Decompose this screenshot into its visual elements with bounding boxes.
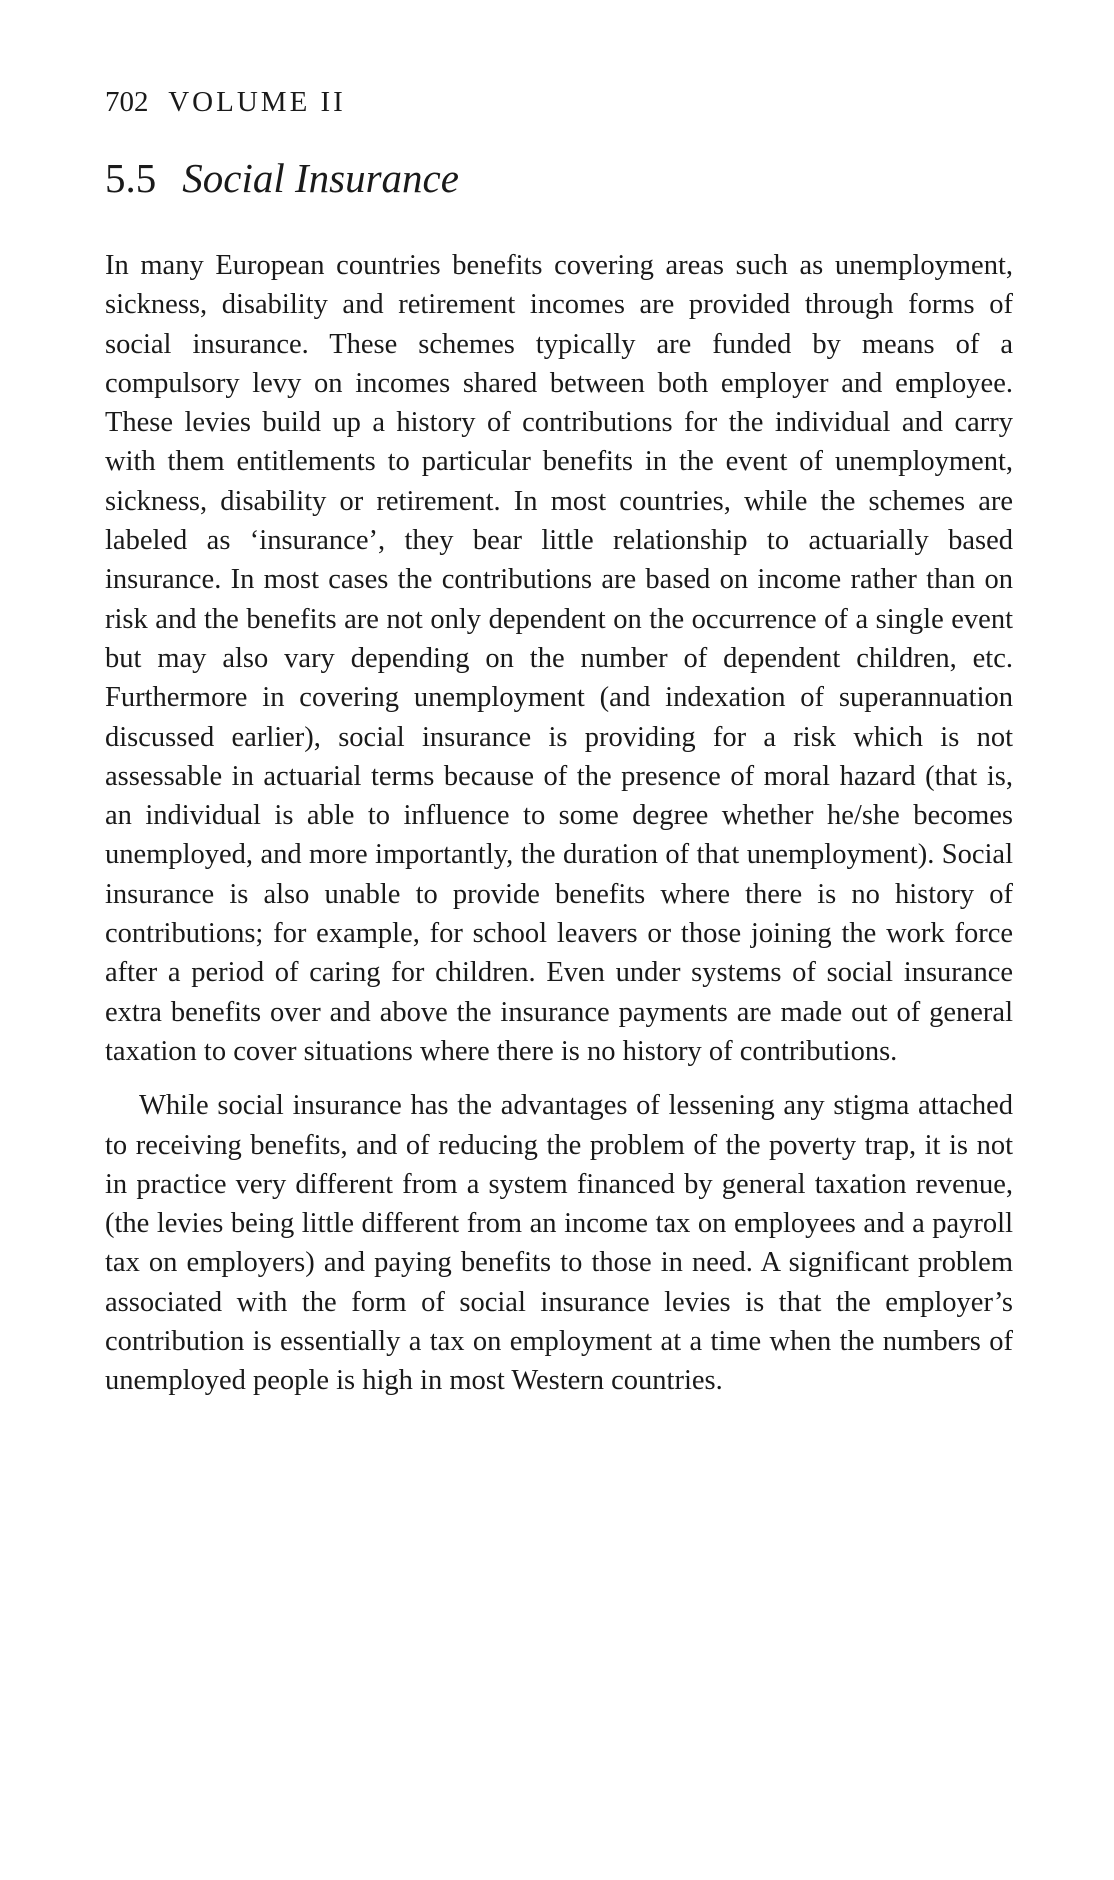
paragraph-2: While social insurance has the advantages of lessening any stigma attached to receiving benefits, and of reducing the problem of the poverty trap, it is not in practice very different from a system financed by general taxation revenue, (the levies being little different from an income tax on employees and a payroll tax on employers) and paying benefits to those in need. A significant problem associated with the form of social insurance levies is that the employer’s contribution is essentially a tax on employment at a time when the numbers of unemployed people is high in most Western countries.: [105, 1090, 1013, 1397]
section-heading: [105, 155, 459, 201]
page-number: 702: [105, 86, 149, 118]
body-text: [105, 246, 1013, 1401]
paragraph-1: In many European countries benefits covering areas such as unemployment, sickness, disability and retirement incomes are provided through forms of social insurance. These schemes typically are funded by means of a compulsory levy on incomes shared between both employer and employee. These levies build up a history of contributions for the individual and carry with them entitlements to particular benefits in the event of unemployment, sickness, disability or retirement. In most countries, while the schemes are labeled as ‘insurance’, they bear little relationship to actuarially based insurance. In most cases the contributions are based on income rather than on risk and the benefits are not only dependent on the occurrence of a single event but may also vary depending on the number of dependent children, etc. Furthermore in covering unemployment (and indexation of superannuation discussed earlier), social insurance is providing for a risk which is not assessable in actuarial terms because of the presence of moral hazard (that is, an individual is able to influence to some degree whether he/she becomes unemployed, and more importantly, the duration of that unemployment). Social insurance is also unable to provide benefits where there is no history of contributions; for example, for school leavers or those joining the work force after a period of caring for children. Even under systems of social insurance extra benefits over and above the insurance payments are made out of general taxation to cover situations where there is no history of contributions.: [105, 250, 1013, 1067]
running-head: [105, 88, 346, 117]
volume-label: VOLUME II: [168, 86, 346, 118]
section-number: 5.5: [105, 155, 157, 201]
section-title: Social Insurance: [182, 155, 459, 201]
